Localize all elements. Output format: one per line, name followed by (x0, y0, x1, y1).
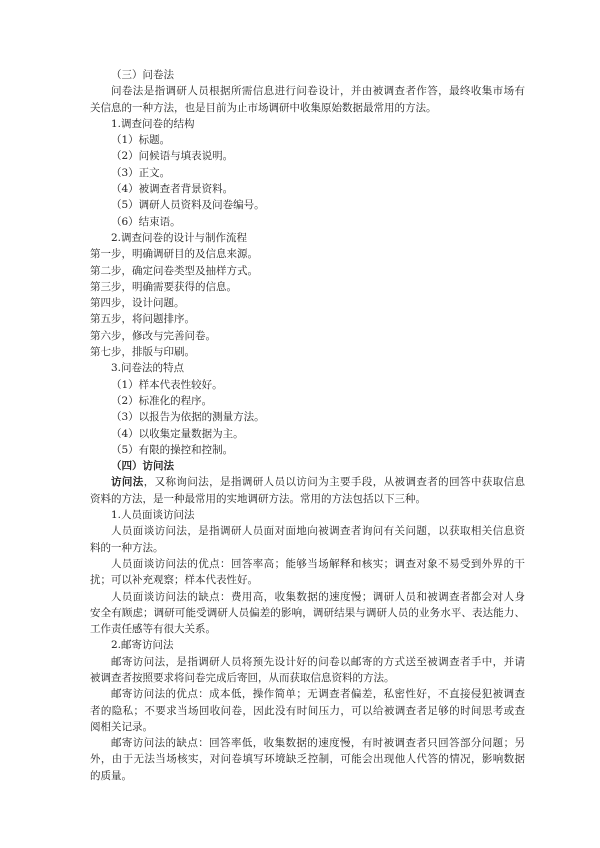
paragraph-line: 人员面谈访问法的缺点：费用高，收集数据的速度慢；调研人员和被调查者都会对人身 (111, 590, 525, 603)
section-heading: （三）问卷法 (111, 69, 174, 81)
subsection-title: 1.人员面谈访问法 (111, 509, 195, 522)
list-item: 第七步，排版与印刷。 (90, 346, 195, 359)
list-item: （2）问候语与填表说明。 (111, 150, 234, 163)
paragraph-line: 邮寄访问法，是指调研人员将预先设计好的问卷以邮寄的方式送至被调查者手中，并请 (111, 655, 525, 668)
list-item: （1）标题。 (111, 134, 171, 147)
paragraph-line: 资料的方法，是一种最常用的实地调研方法。常用的方法包括以下三种。 (90, 492, 426, 505)
paragraph-line: 邮寄访问法的缺点：回答率低，收集数据的速度慢，有时被调查者只回答部分问题；另 (111, 737, 525, 750)
paragraph-line: 阅相关记录。 (90, 720, 153, 733)
paragraph-line: 人员面谈访问法的优点：回答率高；能够当场解释和核实；调查对象不易受到外界的干 (111, 557, 525, 570)
section-heading: （四）访问法 (111, 460, 174, 473)
subsection-title: 1.调查问卷的结构 (111, 117, 195, 130)
subsection-title: 2.邮寄访问法 (111, 639, 174, 652)
list-item: （3）正文。 (111, 166, 171, 179)
list-item: （4）被调查者背景资料。 (111, 183, 234, 196)
paragraph-line: 工作责任感等有很大关系。 (90, 623, 216, 636)
document-body (90, 67, 525, 784)
paragraph-line: 者的隐私；不要求当场回收问卷，因此没有时间压力，可以给被调查者足够的时间思考或查 (90, 704, 525, 717)
term-bold: 访问法 (111, 476, 144, 489)
list-item: （1）样本代表性较好。 (111, 378, 223, 391)
list-item: （3）以报告为依据的测量方法。 (111, 411, 265, 424)
paragraph-line: 被调查者按照要求将问卷完成后寄回，从而获取信息资料的方法。 (90, 671, 395, 684)
list-item: 第二步，确定问卷类型及抽样方式。 (90, 264, 258, 277)
paragraph-text: ，又称询问法，是指调研人员以访问为主要手段，从被调查者的回答中获取信息 (143, 476, 526, 489)
list-item: 第三步，明确需要获得的信息。 (90, 280, 237, 293)
subsection-title: 3.问卷法的特点 (111, 362, 185, 375)
list-item: 第四步，设计问题。 (90, 297, 185, 310)
paragraph-line: 关信息的一种方法，也是目前为止市场调研中收集原始数据最常用的方法。 (90, 101, 437, 114)
paragraph-line: 料的一种方法。 (90, 541, 164, 554)
list-item: 第六步，修改与完善问卷。 (90, 329, 216, 342)
paragraph-line: 问卷法是指调研人员根据所需信息进行问卷设计，并由被调查者作答，最终收集市场有 (111, 85, 525, 98)
list-item: （4）以收集定量数据为主。 (111, 427, 244, 440)
paragraph-line: 人员面谈访问法，是指调研人员面对面地向被调查者询问有关问题，以获取相关信息资 (111, 525, 525, 538)
list-item: 第一步，明确调研目的及信息来源。 (90, 248, 258, 261)
list-item: （2）标准化的程序。 (111, 394, 213, 407)
paragraph-line: 安全有顾虑；调研可能受调研人员偏差的影响，调研结果与调研人员的业务水平、表达能力、 (90, 606, 525, 619)
list-item: 第五步，将问题排序。 (90, 313, 195, 326)
paragraph-line: 邮寄访问法的优点：成本低，操作简单；无调查者偏差，私密性好，不直接侵犯被调查 (111, 688, 525, 701)
paragraph-line: 外，由于无法当场核实，对问卷填写环境缺乏控制，可能会出现他人代答的情况，影响数据 (90, 753, 525, 766)
paragraph-line: 的质量。 (90, 769, 132, 782)
list-item: （5）调研人员资料及问卷编号。 (111, 199, 265, 212)
list-item: （6）结束语。 (111, 215, 181, 228)
paragraph-line: 扰；可以补充观察；样本代表性好。 (90, 574, 258, 587)
list-item: （5）有限的操控和控制。 (111, 443, 234, 456)
paragraph-line (90, 474, 525, 490)
subsection-title: 2.调查问卷的设计与制作流程 (111, 231, 248, 244)
